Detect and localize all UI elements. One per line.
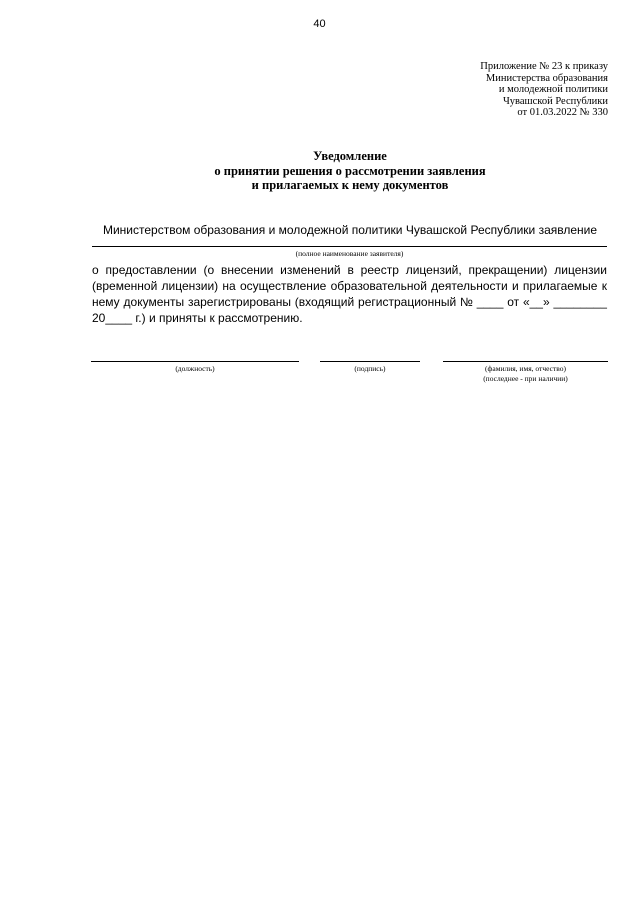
body-word: изменений xyxy=(280,263,341,277)
body-word: № xyxy=(459,295,473,309)
body-word: в xyxy=(347,263,354,277)
full-name-caption xyxy=(443,364,608,383)
notification-body xyxy=(92,262,607,326)
appendix-reference xyxy=(480,61,608,119)
appendix-line: Министерства образования xyxy=(485,72,608,84)
body-word: ____ xyxy=(476,295,504,309)
signature-caption-text: (подпись) xyxy=(354,364,386,373)
signature-line xyxy=(320,361,420,362)
body-word: (временной xyxy=(92,279,158,293)
title-line: Уведомление xyxy=(313,149,387,163)
body-word: осуществление xyxy=(239,279,327,293)
body-word: от xyxy=(507,295,520,309)
full-name-signature-line xyxy=(443,361,608,362)
body-word: документы xyxy=(123,295,185,309)
body-word: к xyxy=(601,279,607,293)
full-name-caption-text: (фамилия, имя, отчество) xyxy=(485,364,566,373)
signature-caption xyxy=(320,364,420,374)
body-word: лицензии) xyxy=(161,279,219,293)
body-word: регистрационный xyxy=(358,295,457,309)
document-title xyxy=(0,149,639,193)
appendix-line: Приложение № 23 к приказу xyxy=(480,61,608,72)
body-word: предоставлении xyxy=(105,263,197,277)
body-word: на xyxy=(222,279,236,293)
appendix-line: Чувашской Республики xyxy=(502,95,608,107)
body-word: о xyxy=(92,263,99,277)
body-word: ________ xyxy=(553,295,607,309)
body-word: внесении xyxy=(220,263,274,277)
applicant-caption: (полное наименование заявителя) xyxy=(295,249,404,258)
full-name-caption-note: (последнее - при наличии) xyxy=(483,373,568,383)
body-word: реестр xyxy=(360,263,399,277)
body-word: прекращении) xyxy=(468,263,548,277)
body-line xyxy=(92,310,607,326)
appendix-line: и молодежной политики xyxy=(498,84,608,96)
body-line xyxy=(92,278,607,294)
body-word: лицензии xyxy=(554,263,607,277)
position-signature-line xyxy=(91,361,299,362)
appendix-line: от 01.03.2022 № 330 xyxy=(517,107,608,119)
body-word: и xyxy=(511,279,519,293)
body-word: 20____ г.) и приняты к рассмотрению. xyxy=(92,311,303,325)
body-word: прилагаемые xyxy=(522,279,598,293)
body-word: (входящий xyxy=(294,295,355,309)
position-caption-text: (должность) xyxy=(175,364,215,373)
body-word: образовательной xyxy=(330,279,427,293)
body-line xyxy=(92,262,607,278)
title-line: и прилагаемых к нему документов xyxy=(251,178,449,192)
body-word: зарегистрированы xyxy=(187,295,291,309)
applicant-underline xyxy=(92,246,607,247)
applicant-name: Министерством образования и молодежной политики Чувашской Республики заявление xyxy=(102,223,598,237)
page-number: 40 xyxy=(313,18,326,30)
title-line: о принятии решения о рассмотрении заявления xyxy=(214,163,486,178)
body-word: деятельности xyxy=(431,279,508,293)
position-caption xyxy=(91,364,299,374)
body-word: нему xyxy=(92,295,120,309)
body-word: лицензий, xyxy=(405,263,462,277)
body-word: (о xyxy=(203,263,215,277)
body-word: «__» xyxy=(522,295,550,309)
body-line xyxy=(92,294,607,310)
